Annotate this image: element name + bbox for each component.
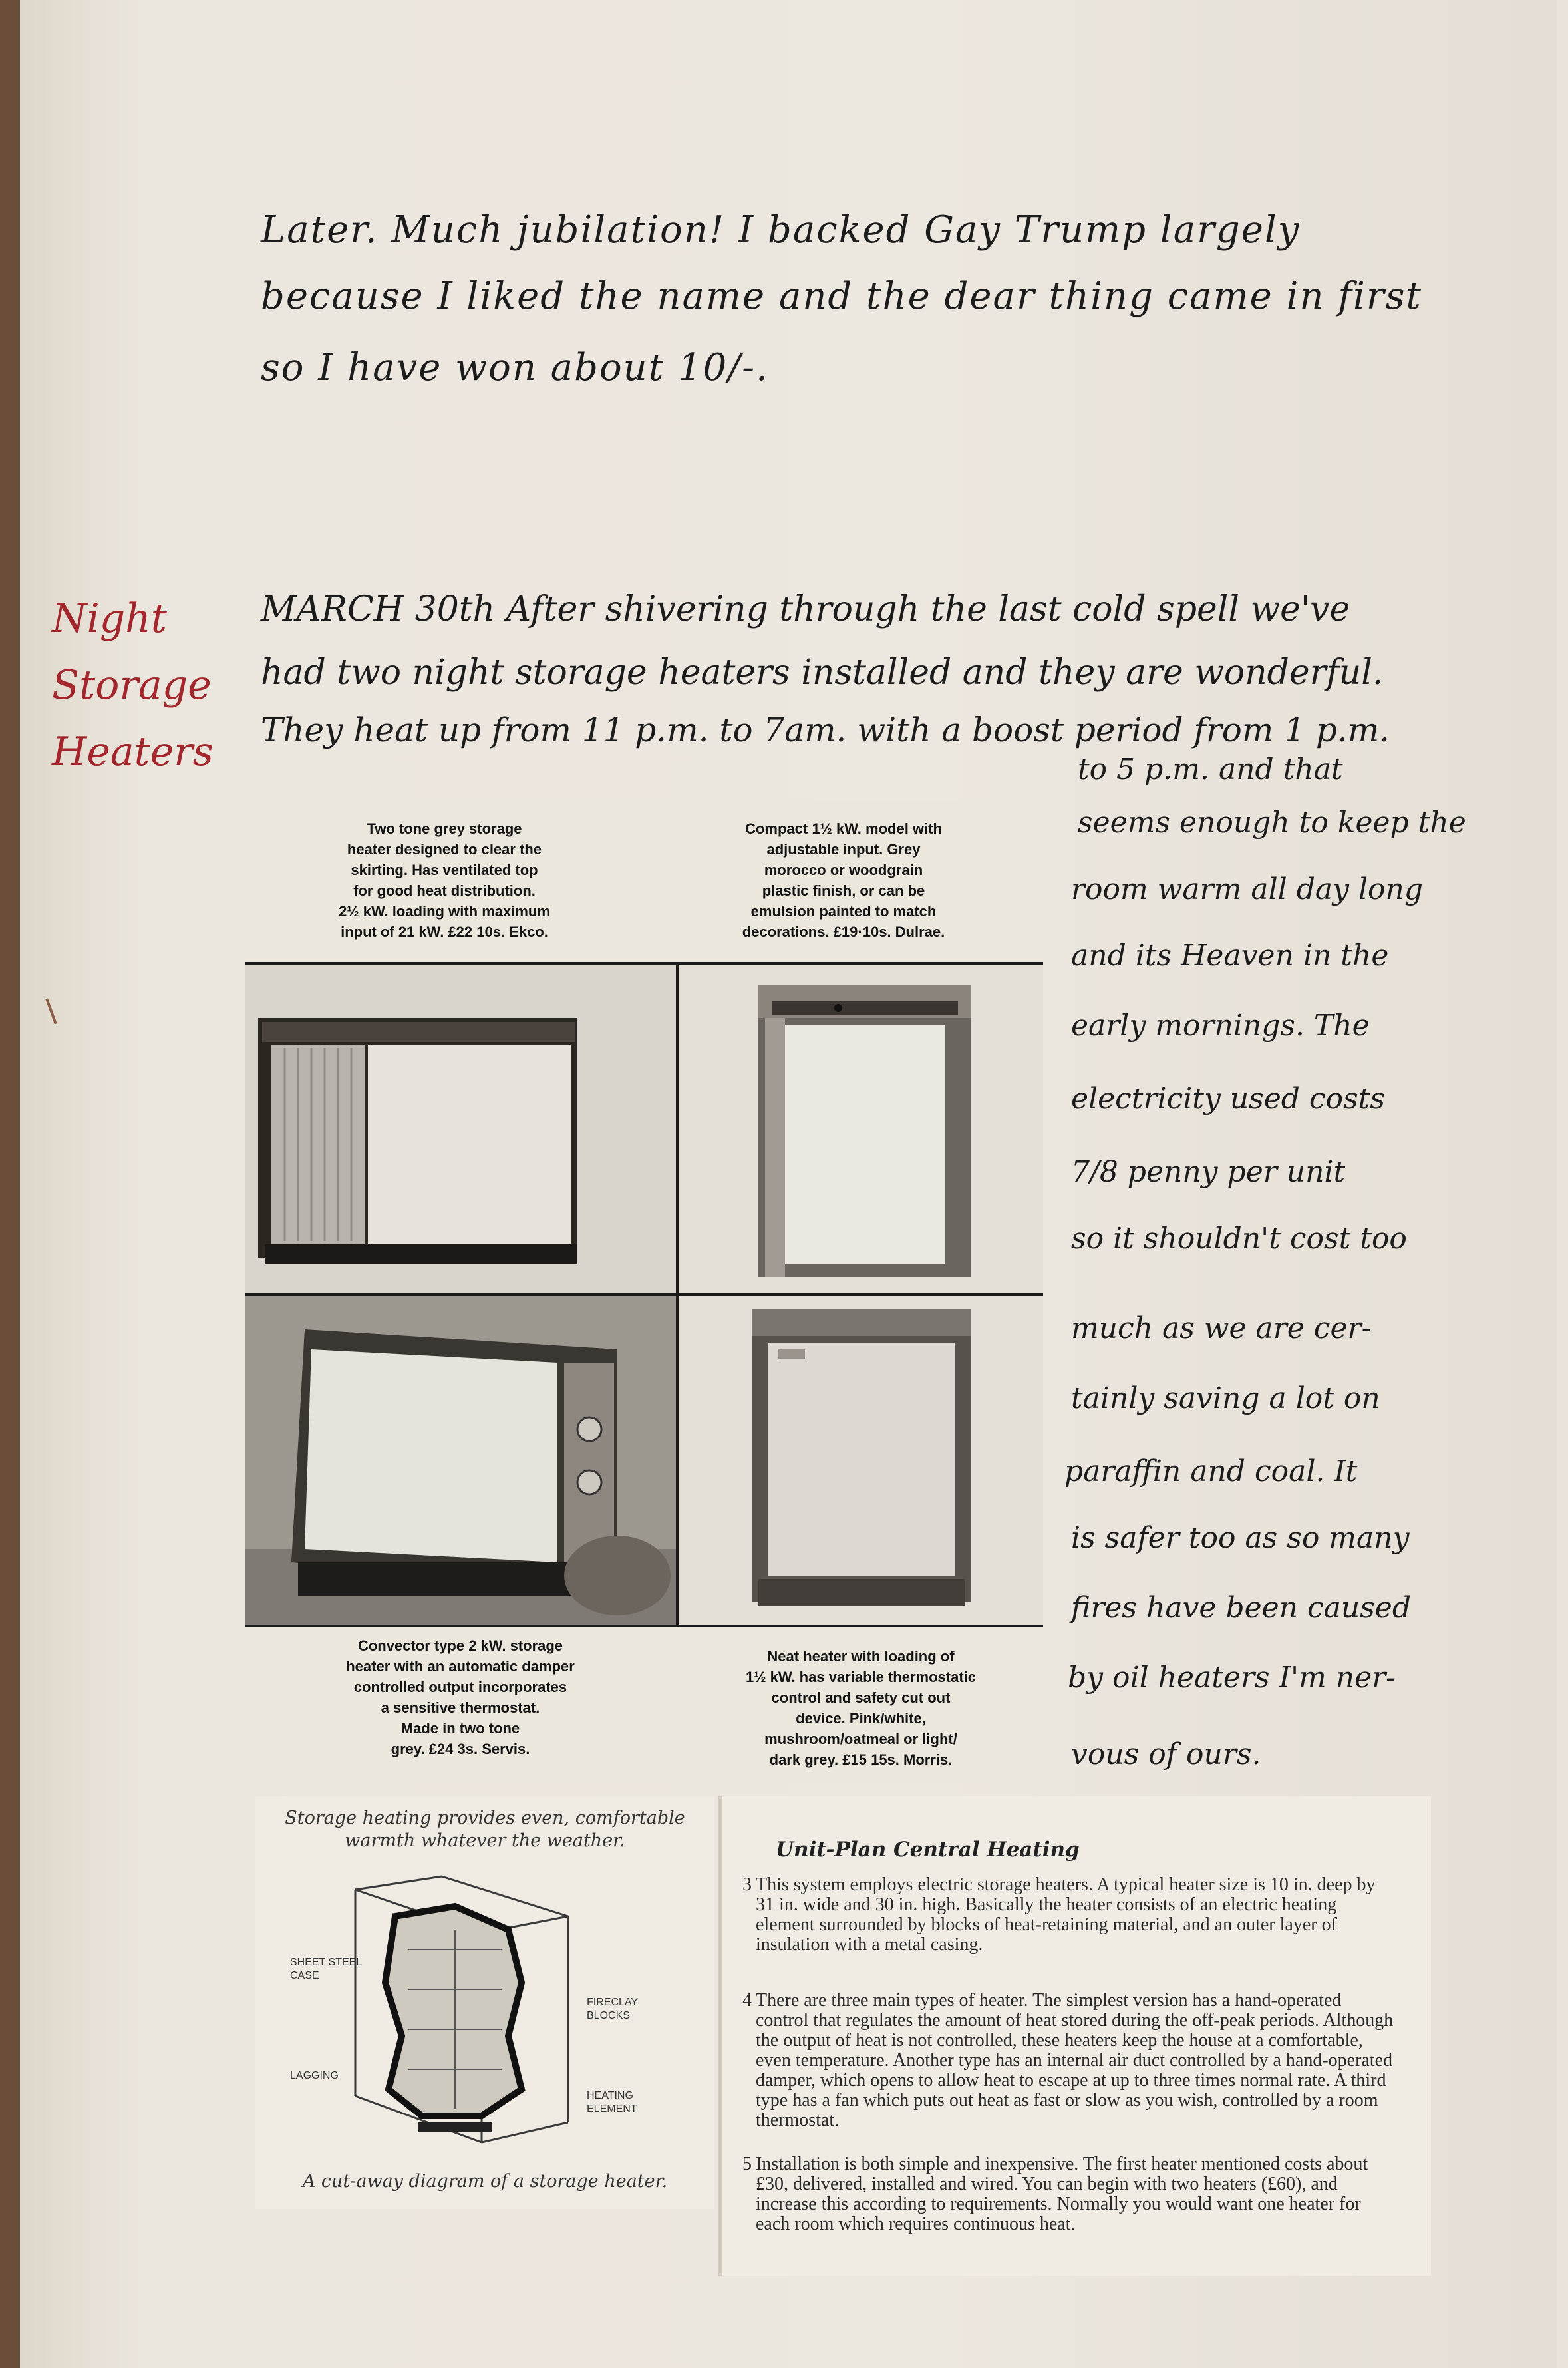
label-lagging: LAGGING (290, 2070, 339, 2081)
divider (245, 1625, 1043, 1627)
diagram-clipping (255, 1796, 714, 2209)
handwritten-line: seems enough to keep the (1078, 806, 1466, 840)
handwritten-line: 7/8 penny per unit (1071, 1155, 1346, 1189)
handwritten-line: so I have won about 10/-. (261, 346, 769, 389)
handwritten-line: They heat up from 11 p.m. to 7am. with a boost period from 1 p.m. (261, 711, 1390, 749)
diagram-top-caption: Storage heating provides even, comfortable warmth whatever the weather. (285, 1808, 685, 1851)
paragraph-5 (742, 2154, 1394, 2234)
unit-plan-clipping (718, 1796, 1431, 2276)
handwritten-line: fires have been caused (1071, 1591, 1412, 1625)
label-sheet-steel-case: SHEET STEEL CASE (290, 1957, 363, 1981)
album-binding (0, 0, 20, 2368)
caption-bottom-left: Convector type 2 kW. storage heater with an automatic damper controlled output incorporates a sensitive thermostat. Made in two tone grey. £24 3s. Servis. (346, 1637, 575, 1757)
paragraph-text: This system employs electric storage heaters. A typical heater size is 10 in. deep by 31 in. wide and 30 in. high. Basically the heater consists of an electric heating element surrounded by blocks of heat-retaining material, and an outer layer of insulation with a metal casing. (756, 1874, 1376, 1955)
diagram-bottom-caption: A cut-away diagram of a storage heater. (302, 2171, 668, 2192)
handwritten-line: vous of ours. (1071, 1737, 1261, 1771)
handwritten-line: room warm all day long (1071, 872, 1424, 906)
handwritten-line: because I liked the name and the dear thing came in first (261, 275, 1422, 318)
servis-heater-photo (245, 1296, 676, 1625)
caption-top-right: Compact 1½ kW. model with adjustable input. Grey morocco or woodgrain plastic finish, or can be emulsion painted to match decorations. £19·10s. Dulrae. (742, 820, 945, 940)
paragraph-number: 5 (742, 2154, 752, 2174)
handwritten-line: had two night storage heaters installed and they are wonderful. (261, 653, 1384, 693)
paragraph-number: 4 (742, 1990, 752, 2011)
label-heating-element: HEATING ELEMENT (587, 2090, 637, 2114)
handwritten-line: MARCH 30th After shivering through the last cold spell we've (261, 590, 1350, 629)
handwritten-line: much as we are cer- (1071, 1311, 1372, 1345)
unit-plan-title: Unit-Plan Central Heating (776, 1838, 1080, 1862)
handwritten-line: electricity used costs (1071, 1082, 1385, 1116)
handwritten-line: is safer too as so many (1071, 1521, 1410, 1555)
margin-mark (45, 999, 57, 1025)
margin-note-line: Storage (52, 662, 212, 709)
paragraph-text: There are three main types of heater. The simplest version has a hand-operated control that regulates the amount of heat stored during the off-peak periods. Although the output of heat is not controlled, these heaters keep the house at a comfortable, even temperature. Another type has an internal air duct controlled by a hand-operated damper, which opens to allow heat to escape at up to three times normal rate. A third type has a fan which puts out heat as fast or slow as you wish, controlled by a room thermostat. (756, 1990, 1394, 2130)
handwritten-line: Later. Much jubilation! I backed Gay Trump largely (261, 208, 1301, 252)
paragraph-number: 3 (742, 1874, 752, 1895)
handwritten-line: so it shouldn't cost too (1071, 1222, 1407, 1256)
heater-clipping (245, 800, 1043, 1783)
morris-heater-photo (679, 1296, 1043, 1625)
caption-bottom-right: Neat heater with loading of 1½ kW. has variable thermostatic control and safety cut out device. Pink/white, mushroom/oatmeal or light/ dark grey. £15 15s. Morris. (745, 1648, 977, 1768)
label-fireclay-blocks: FIRECLAY BLOCKS (587, 1997, 639, 2021)
caption-top-left: Two tone grey storage heater designed to clear the skirting. Has ventilated top for good heat distribution. 2½ kW. loading with maximum input of 21 kW. £22 10s. Ekco. (339, 820, 550, 940)
handwritten-line: and its Heaven in the (1071, 939, 1389, 973)
storage-heater-diagram (322, 1870, 601, 2149)
handwritten-line: paraffin and coal. It (1064, 1454, 1358, 1488)
margin-note-line: Night (52, 595, 167, 642)
handwritten-line: tainly saving a lot on (1071, 1381, 1380, 1415)
paragraph-4 (742, 1990, 1394, 2130)
handwritten-line: by oil heaters I'm ner- (1068, 1661, 1396, 1695)
paragraph-3 (742, 1874, 1394, 1955)
ekco-heater-photo (245, 965, 676, 1293)
paragraph-text: Installation is both simple and inexpensive. The first heater mentioned costs about £30, delivered, installed and wired. You can begin with two heaters (£60), and increase this according to requirements. Normally you would want one heater for each room which requires continuous heat. (756, 2154, 1368, 2234)
handwritten-line: early mornings. The (1071, 1009, 1370, 1043)
dulrae-heater-photo (679, 965, 1043, 1293)
margin-note-line: Heaters (52, 729, 214, 775)
handwritten-line: to 5 p.m. and that (1078, 753, 1343, 786)
